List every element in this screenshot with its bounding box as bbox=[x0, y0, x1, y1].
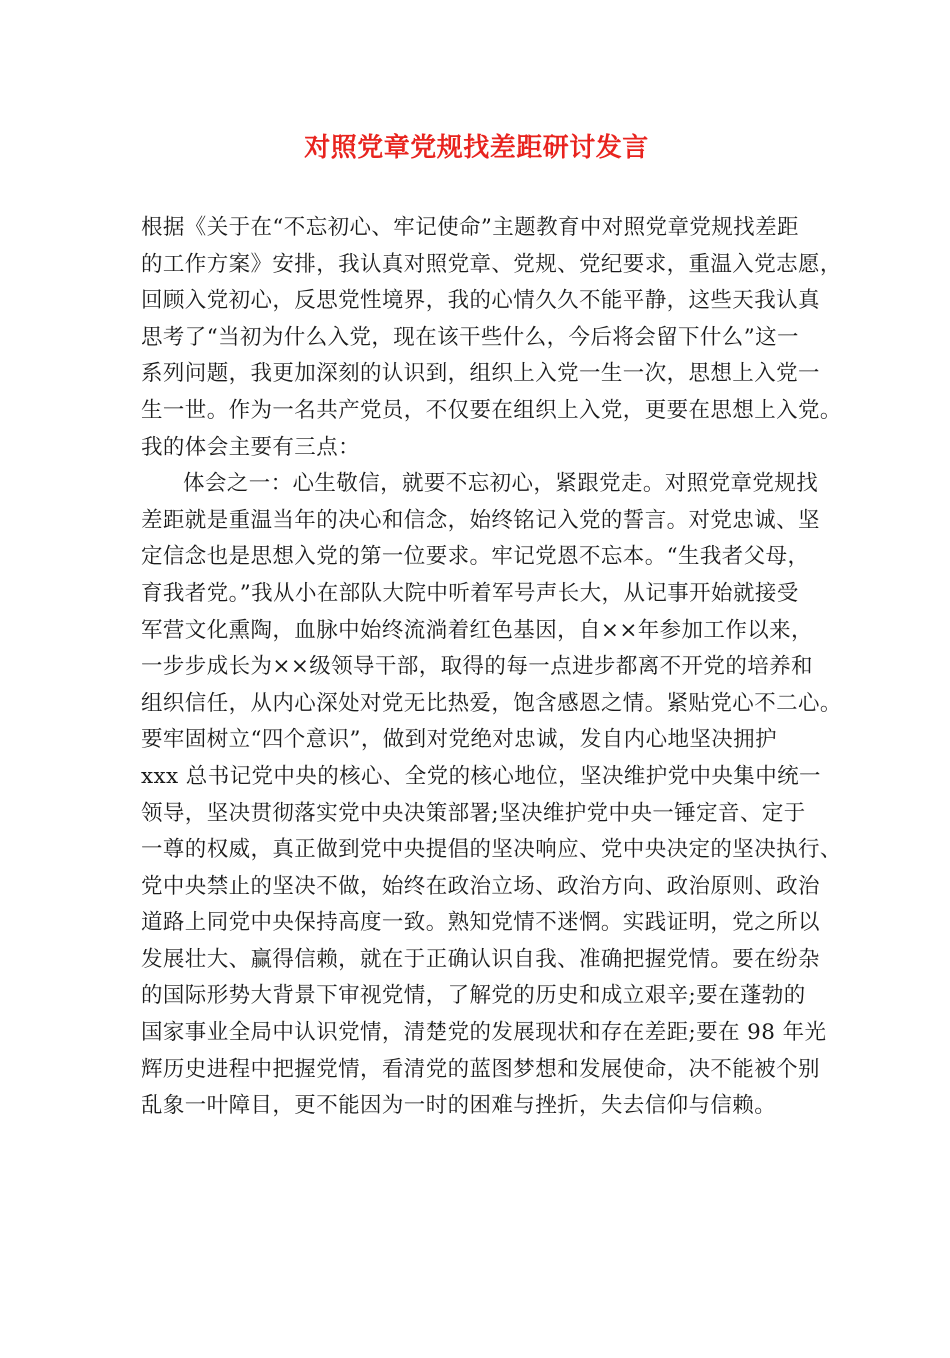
paragraph bbox=[141, 466, 842, 1125]
text-line: 要牢固树立“四个意识”，做到对党绝对忠诚，发自内心地坚决拥护 bbox=[141, 727, 777, 753]
text-line: 定信念也是思想入党的第一位要求。牢记党恩不忘本。“生我者父母， bbox=[141, 544, 810, 570]
text-line: 生一世。作为一名共产党员，不仅要在组织上入党，更要在思想上入党。 bbox=[141, 397, 842, 423]
text-line: xxx 总书记党中央的核心、全党的核心地位，坚决维护党中央集中统一 bbox=[141, 763, 821, 789]
text-line: 一步步成长为××级领导干部，取得的每一点进步都离不开党的培养和 bbox=[141, 654, 813, 680]
text-line: 思考了“当初为什么入党，现在该干些什么，今后将会留下什么”这一 bbox=[141, 324, 799, 350]
text-line: 系列问题，我更加深刻的认识到，组织上入党一生一次，思想上入党一 bbox=[141, 361, 820, 387]
text-line: 育我者党。”我从小在部队大院中听着军号声长大，从记事开始就接受 bbox=[141, 580, 799, 606]
text-line: 道路上同党中央保持高度一致。熟知党情不迷惘。实践证明，党之所以 bbox=[141, 910, 820, 936]
document-page bbox=[0, 128, 950, 1358]
text-line: 领导，坚决贯彻落实党中央决策部署;坚决维护党中央一锤定音、定于 bbox=[141, 800, 806, 826]
text-line: 军营文化熏陶，血脉中始终流淌着红色基因，自××年参加工作以来， bbox=[141, 617, 813, 643]
document-title: 对照党章党规找差距研讨发言 bbox=[304, 133, 649, 163]
text-line: 根据《关于在“不忘初心、牢记使命”主题教育中对照党章党规找差距 bbox=[141, 215, 799, 240]
text-line: 组织信任，从内心深处对党无比热爱，饱含感恩之情。紧贴党心不二心。 bbox=[141, 690, 842, 716]
document-body bbox=[141, 210, 842, 1125]
text-line: 回顾入党初心，反思党性境界，我的心情久久不能平静，这些天我认真 bbox=[141, 288, 820, 314]
text-line: 一尊的权威，真正做到党中央提倡的坚决响应、党中央决定的坚决执行、 bbox=[141, 837, 842, 863]
text-line: 辉历史进程中把握党情，看清党的蓝图梦想和发展使命，决不能被个别 bbox=[141, 1056, 820, 1082]
text-line: 我的体会主要有三点： bbox=[141, 434, 361, 460]
text-line: 体会之一：心生敬信，就要不忘初心，紧跟党走。对照党章党规找 bbox=[183, 471, 819, 497]
text-line: 差距就是重温当年的决心和信念，始终铭记入党的誓言。对党忠诚、坚 bbox=[141, 507, 820, 533]
text-line: 国家事业全局中认识党情，清楚党的发展现状和存在差距;要在 98 年光 bbox=[141, 1020, 827, 1046]
text-line: 乱象一叶障目，更不能因为一时的困难与挫折，失去信仰与信赖。 bbox=[141, 1093, 777, 1119]
paragraph bbox=[141, 210, 842, 466]
text-line: 的工作方案》安排，我认真对照党章、党规、党纪要求，重温入党志愿， bbox=[141, 251, 842, 277]
text-line: 发展壮大、赢得信赖，就在于正确认识自我、准确把握党情。要在纷杂 bbox=[141, 946, 820, 972]
text-line: 党中央禁止的坚决不做，始终在政治立场、政治方向、政治原则、政治 bbox=[141, 873, 820, 899]
text-line: 的国际形势大背景下审视党情，了解党的历史和成立艰辛;要在蓬勃的 bbox=[141, 983, 806, 1009]
